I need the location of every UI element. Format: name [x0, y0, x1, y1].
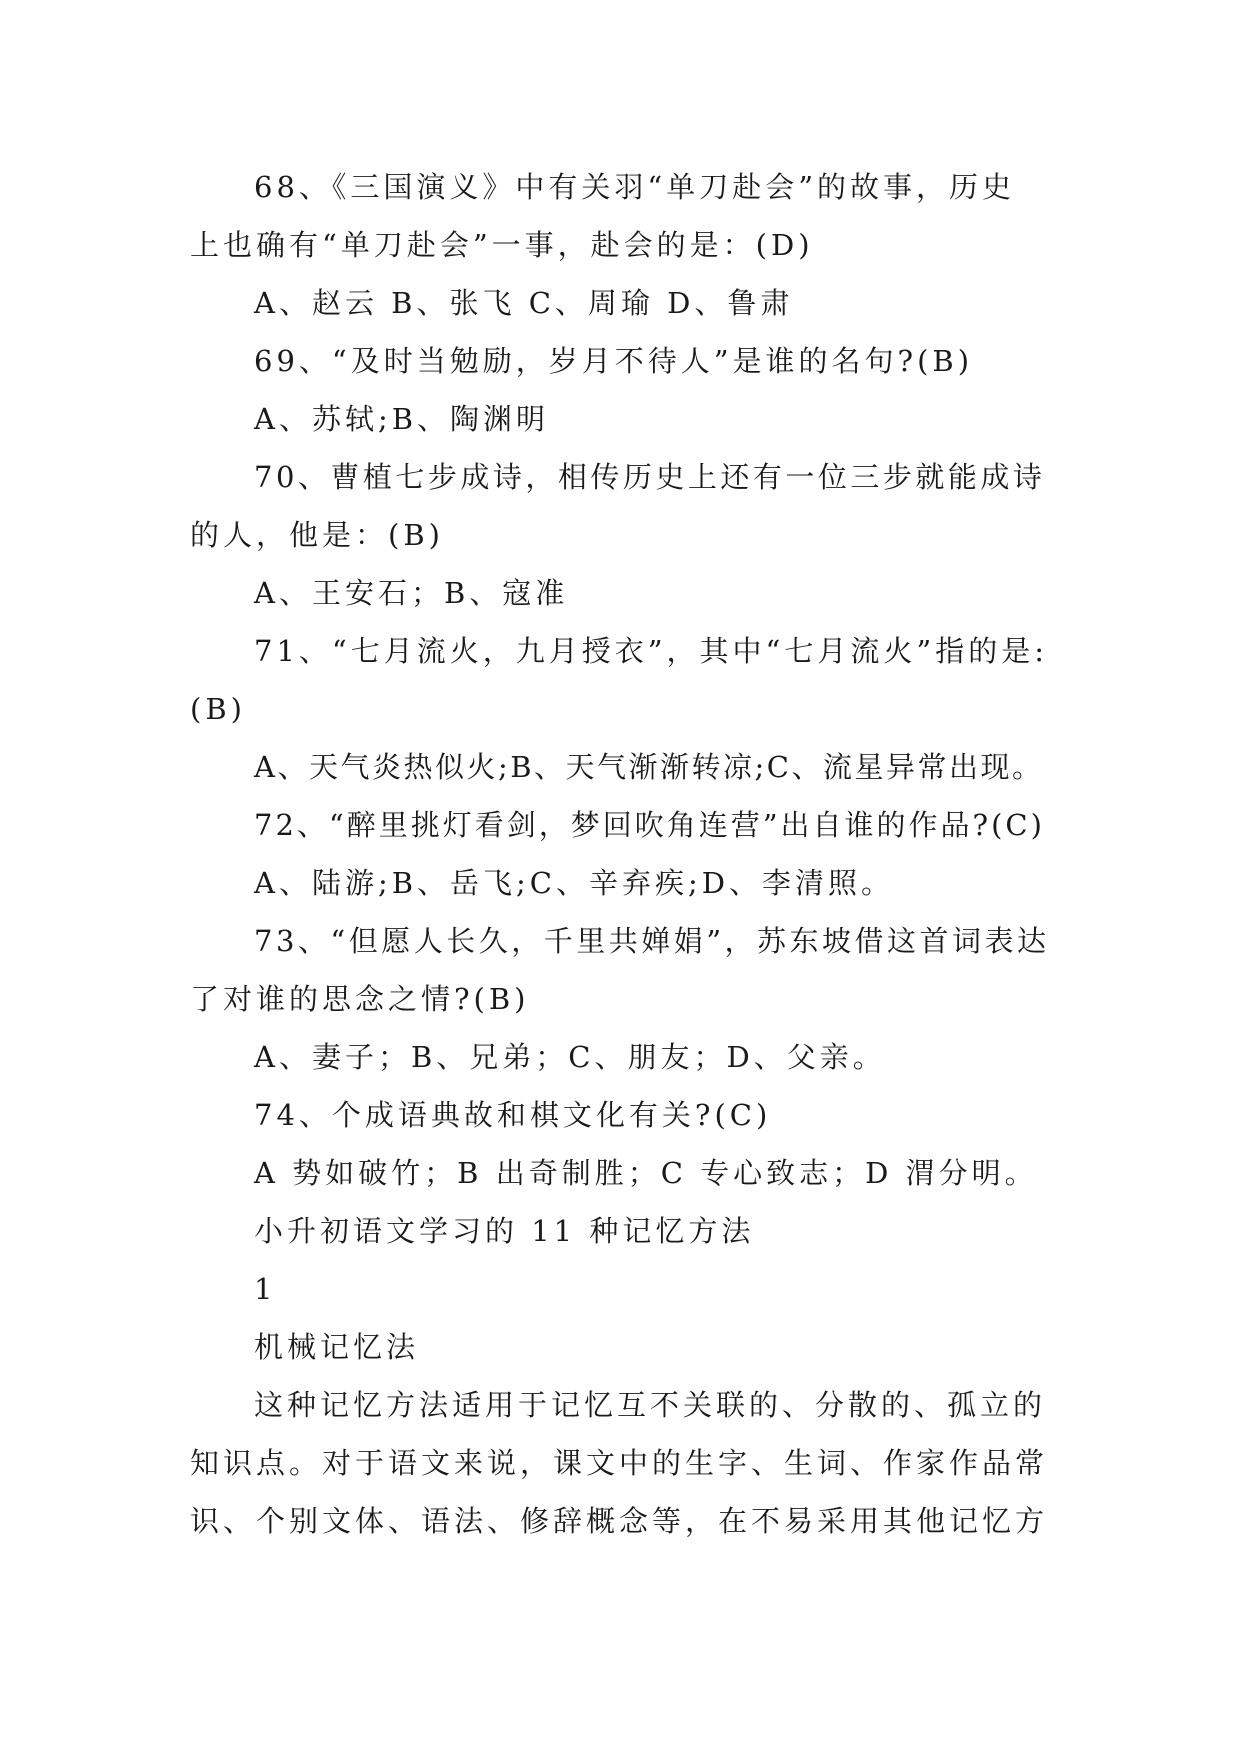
question-72: 72、“醉里挑灯看剑，梦回吹角连营”出自谁的作品?(C) [254, 808, 1045, 842]
paragraph-line-2: 知识点。对于语文来说，课文中的生字、生词、作家作品常 [190, 1446, 1049, 1480]
paragraph-line-3: 识、个别文体、语法、修辞概念等，在不易采用其他记忆方 [190, 1504, 1049, 1538]
question-71-line-1: 71、“七月流火，九月授衣”，其中“七月流火”指的是: [254, 634, 1048, 668]
question-71-line-2: (B) [190, 692, 246, 726]
question-68-line-2: 上也确有“单刀赴会”一事，赴会的是：(D) [190, 228, 814, 262]
question-69-options: A、苏轼;B、陶渊明 [254, 402, 550, 436]
document-body [190, 158, 1050, 1550]
paragraph-line-1: 这种记忆方法适用于记忆互不关联的、分散的、孤立的 [254, 1388, 1047, 1422]
section-heading: 小升初语文学习的 11 种记忆方法 [254, 1214, 755, 1248]
question-73-line-1: 73、“但愿人长久，千里共婵娟”，苏东坡借这首词表达 [254, 924, 1050, 958]
question-70-line-2: 的人，他是：(B) [190, 518, 444, 552]
question-73-line-2: 了对谁的思念之情?(B) [190, 982, 530, 1016]
question-70-options: A、王安石；B、寇准 [254, 576, 569, 610]
question-73-options: A、妻子；B、兄弟；C、朋友；D、父亲。 [254, 1040, 886, 1074]
question-74: 74、个成语典故和棋文化有关?(C) [254, 1098, 772, 1132]
question-68-options: A、赵云 B、张飞 C、周瑜 D、鲁肃 [254, 286, 794, 320]
question-71-options: A、天气炎热似火;B、天气渐渐转凉;C、流星异常出现。 [254, 750, 1044, 784]
method-number: 1 [254, 1272, 277, 1306]
question-70-line-1: 70、曹植七步成诗，相传历史上还有一位三步就能成诗 [254, 460, 1046, 494]
question-68-line-1: 68、《三国演义》中有关羽“单刀赴会”的故事，历史 [254, 170, 1016, 204]
method-title: 机械记忆法 [254, 1330, 420, 1364]
question-74-options: A 势如破竹；B 出奇制胜；C 专心致志；D 渭分明。 [254, 1156, 1038, 1190]
question-72-options: A、陆游;B、岳飞;C、辛弃疾;D、李清照。 [254, 866, 895, 900]
question-69: 69、“及时当勉励，岁月不待人”是谁的名句?(B) [254, 344, 974, 378]
